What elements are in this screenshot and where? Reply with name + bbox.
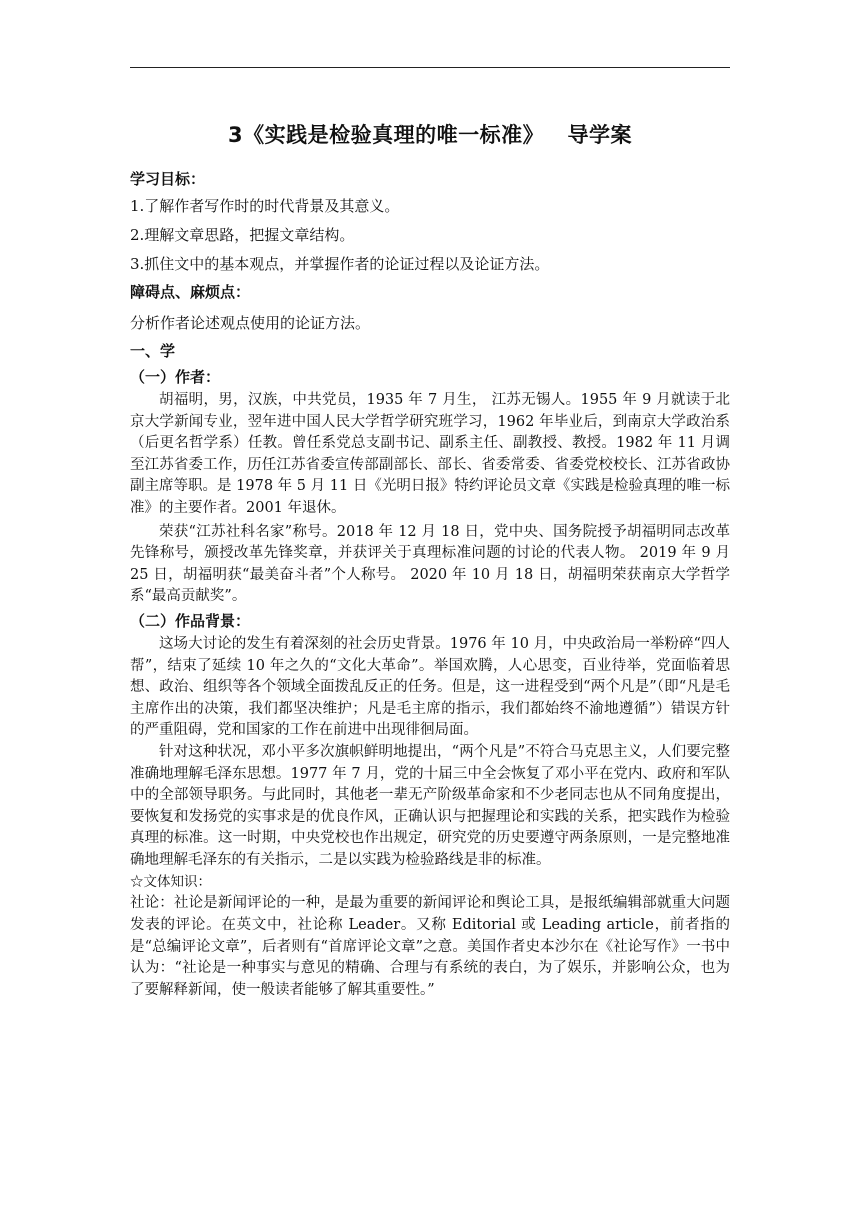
difficulty-text: 分析作者论述观点使用的论证方法。	[130, 314, 371, 332]
author-paragraph-1: 胡福明，男，汉族，中共党员，1935 年 7 月生， 江苏无锡人。1955 年 9 月就读于北京大学新闻专业，翌年进中国人民大学哲学研究班学习，1962 年毕业后，到南京大学政治系（后更名哲学系）任教。曾任系党总支副书记、副系主任、副教授、教授。1982 年 11 月调至江苏省委工作，历任江苏省委宣传部副部长、部长、省委常委、省委党校校长、江苏省政协副主席等职。是 1978 年 5 月 11 日《光明日报》特约评论员文章《实践是检验真理的唯一标准》的主要作者。2001 年退休。	[130, 392, 730, 516]
genre-heading: ☆文体知识：	[130, 874, 211, 891]
objective-item-3: 3.抓住文中的基本观点，并掌握作者的论证过程以及论证方法。	[130, 255, 550, 273]
objective-item-2: 2.理解文章思路，把握文章结构。	[130, 226, 355, 244]
document-body	[130, 166, 730, 1001]
document-page	[130, 0, 730, 1216]
header-rule	[130, 67, 730, 68]
background-paragraph-2: 针对这种状况，邓小平多次旗帜鲜明地提出，“两个凡是”不符合马克思主义，人们要完整准确地理解毛泽东思想。1977 年 7 月，党的十届三中全会恢复了邓小平在党内、政府和军队中的全部领导职务。与此同时，其他老一辈无产阶级革命家和不少老同志也从不同角度提出，要恢复和发扬党的实事求是的优良作风，正确认识与把握理论和实践的关系，把实践作为检验真理的标准。这一时期，中央党校也作出规定，研究党的历史要遵守两条原则，一是完整地准确地理解毛泽东的有关指示，二是以实践为检验路线是非的标准。	[130, 743, 730, 868]
objective-item-1: 1.了解作者写作时的时代背景及其意义。	[130, 197, 400, 215]
objectives-heading: 学习目标：	[130, 170, 206, 188]
author-heading: （一）作者：	[130, 368, 221, 386]
section-one-heading: 一、学	[130, 342, 176, 360]
difficulty-heading: 障碍点、麻烦点：	[130, 283, 251, 301]
genre-text: 社论：社论是新闻评论的一种，是最为重要的新闻评论和舆论工具，是报纸编辑部就重大问题发表的评论。在英文中，社论称 Leader。又称 Editorial 或 Leading article，前者指的是“总编评论文章”，后者则有“首席评论文章”之意。美国作者史本沙尔在《社论写作》一书中认为：“社论是一种事实与意见的精确、合理与有系统的表白，为了娱乐，并影响公众，也为了要解释新闻，使一般读者能够了解其重要性。”	[130, 895, 730, 998]
author-paragraph-2: 荣获“江苏社科名家”称号。2018 年 12 月 18 日，党中央、国务院授予胡福明同志改革先锋称号，颁授改革先锋奖章，并获评关于真理标准问题的讨论的代表人物。 2019 年 9 月 25 日，胡福明获“最美奋斗者”个人称号。 2020 年 10 月 18 日，胡福明荣获南京大学哲学系“最高贡献奖”。	[130, 523, 730, 605]
document-title: 3《实践是检验真理的唯一标准》 导学案	[227, 123, 633, 147]
background-paragraph-1: 这场大讨论的发生有着深刻的社会历史背景。1976 年 10 月，中央政治局一举粉碎“四人帮”，结束了延续 10 年之久的“文化大革命”。举国欢腾，人心思变，百业待举，党面临着思想、政治、组织等各个领域全面拨乱反正的任务。但是，这一进程受到“两个凡是”（即“凡是毛主席作出的决策，我们都坚决维护；凡是毛主席的指示，我们都始终不渝地遵循”）错误方针的严重阻碍，党和国家的工作在前进中出现徘徊局面。	[130, 635, 730, 739]
background-heading: （二）作品背景：	[130, 611, 251, 630]
